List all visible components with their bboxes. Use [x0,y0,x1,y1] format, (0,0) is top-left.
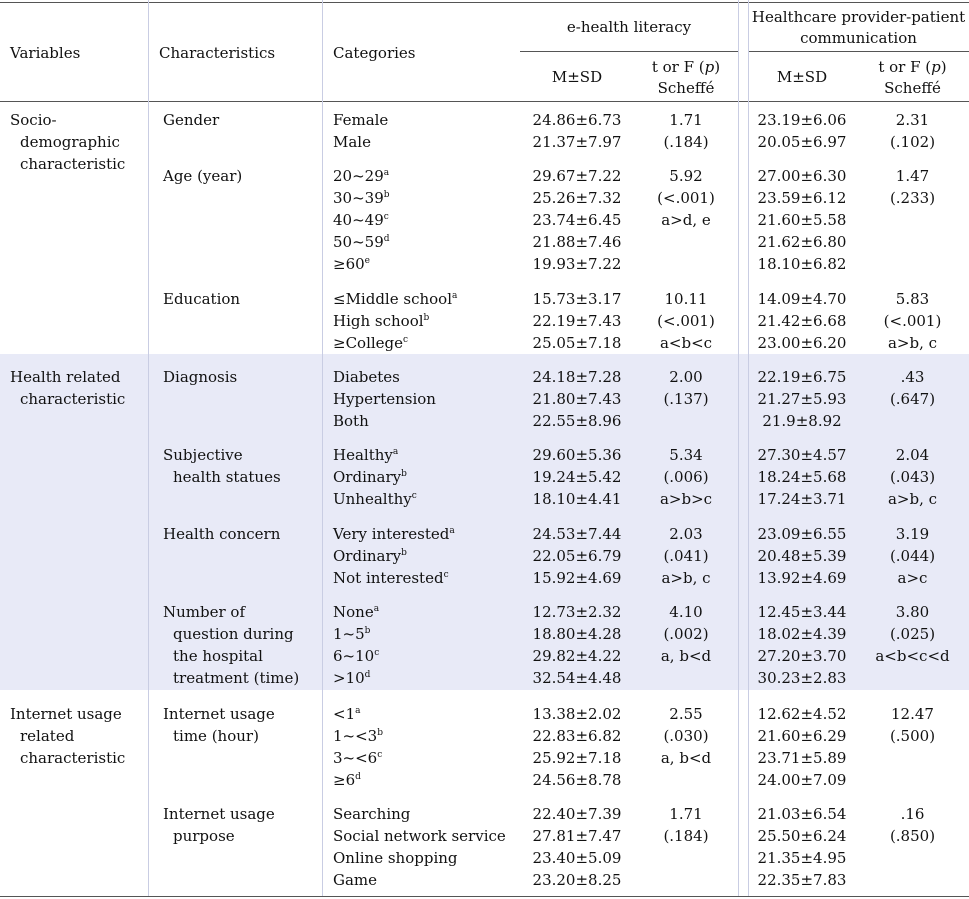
ehealth-msd-cell: 29.82±4.22 [532,647,622,665]
hpc-msd-cell: 14.09±4.70 [757,290,847,308]
characteristic-label: Internet usage [163,705,275,723]
hpc-stat-cell: (.850) [889,827,936,845]
category-label: 20~29$^a$ [333,167,390,185]
ehealth-msd-cell: 24.53±7.44 [532,525,622,543]
hpc-msd-cell: 21.60±5.58 [757,211,847,229]
variable-label: Internet usage [10,705,122,723]
characteristic-label: question during [173,625,294,643]
hpc-msd-cell: 21.03±6.54 [757,805,847,823]
ehealth-stat-cell: (.184) [663,827,709,845]
ehealth-msd-cell: 18.10±4.41 [532,490,622,508]
ehealth-msd-cell: 18.80±4.28 [532,625,622,643]
ehealth-msd-cell: 21.88±7.46 [532,233,622,251]
hpc-msd-cell: 23.59±6.12 [757,189,847,207]
hpc-msd-cell: 22.19±6.75 [757,368,847,386]
ehealth-stat-cell: 5.92 [669,167,703,185]
hpc-stat-cell: 2.04 [895,446,930,464]
category-label: 40~49$^c$ [333,211,389,229]
category-label: $<1^a$ [333,705,361,723]
category-label: Ordinary$^b$ [333,547,407,565]
characteristic-label: treatment (time) [173,669,300,687]
header-hpc-scheffe: Scheffé [884,79,941,97]
category-label: Ordinary$^b$ [333,468,407,486]
ehealth-msd-cell: 21.80±7.43 [532,390,622,408]
hpc-stat-cell: a>b, c [887,490,938,508]
hpc-msd-cell: 13.92±4.69 [757,569,847,587]
header-hpc-test: t or F (p) [878,58,947,76]
category-label: 50~59$^d$ [333,233,390,251]
characteristic-label: Education [163,290,241,308]
ehealth-msd-cell: 25.92±7.18 [532,749,622,767]
category-label: 1~5$^b$ [333,625,371,643]
hpc-stat-cell: 5.83 [895,290,930,308]
hpc-stat-cell: a<b<c<d [875,647,950,665]
ehealth-msd-cell: 32.54±4.48 [532,669,622,687]
category-label: $\ge 6^d$ [333,771,361,789]
variable-label: characteristic [20,390,126,408]
ehealth-stat-cell: (.041) [663,547,709,565]
hpc-stat-cell: 12.47 [891,705,934,723]
category-label: Game [333,871,378,889]
hpc-stat-cell: 2.31 [895,111,930,129]
hpc-stat-cell: (.500) [889,727,936,745]
ehealth-stat-cell: 1.71 [669,111,703,129]
hpc-msd-cell: 27.20±3.70 [757,647,847,665]
category-label: Searching [333,805,411,823]
ehealth-stat-cell: (.184) [663,133,709,151]
ehealth-msd-cell: 22.05±6.79 [532,547,622,565]
characteristic-label: time (hour) [173,727,259,745]
hpc-msd-cell: 21.42±6.68 [757,312,847,330]
category-label: ≥College$^c$ [333,334,409,352]
category-label: None$^a$ [333,603,380,621]
ehealth-msd-cell: 13.38±2.02 [532,705,622,723]
characteristic-label: purpose [173,827,235,845]
hpc-msd-cell: 18.02±4.39 [757,625,847,643]
hpc-stat-cell: (.044) [889,547,936,565]
category-label: Not interested$^c$ [333,569,449,587]
hpc-stat-cell: (<.001) [883,312,942,330]
category-label: 6~10$^c$ [333,647,380,665]
hpc-msd-cell: 27.30±4.57 [757,446,847,464]
hpc-stat-cell: 3.19 [895,525,930,543]
ehealth-msd-cell: 23.20±8.25 [532,871,622,889]
hpc-msd-cell: 20.48±5.39 [757,547,847,565]
category-label: Social network service [333,827,506,845]
header-hpc-line2: communication [800,29,917,47]
ehealth-msd-cell: 29.67±7.22 [532,167,622,185]
ehealth-stat-cell: (.002) [663,625,709,643]
hpc-msd-cell: 18.10±6.82 [757,255,847,273]
ehealth-stat-cell: a, b<d [660,647,712,665]
ehealth-stat-cell: (.030) [663,727,709,745]
category-label: ≤Middle school$^a$ [333,290,458,308]
hpc-msd-cell: 30.23±2.83 [757,669,847,687]
category-label: $1\sim<3^b$ [333,727,383,745]
hpc-stat-cell: a>b, c [887,334,938,352]
hpc-stat-cell: .16 [900,805,925,823]
hpc-header-rule [748,51,969,52]
header-categories: Categories [333,44,416,62]
header-bottom-rule [0,101,969,102]
ehealth-msd-cell: 19.24±5.42 [532,468,622,486]
hpc-msd-cell: 25.50±6.24 [757,827,847,845]
header-hpc-msd: M±SD [776,68,828,86]
ehealth-msd-cell: 21.37±7.97 [532,133,622,151]
hpc-msd-cell: 21.62±6.80 [757,233,847,251]
variable-label: Health related [10,368,121,386]
ehealth-msd-cell: 22.40±7.39 [532,805,622,823]
ehealth-stat-cell: a>b, c [661,569,711,587]
category-label: Unhealthy$^c$ [333,490,417,508]
category-label: $\ge 60^e$ [333,255,370,273]
header-characteristics: Characteristics [159,44,276,62]
ehealth-msd-cell: 23.40±5.09 [532,849,622,867]
ehealth-stat-cell: a, b<d [660,749,712,767]
hpc-msd-cell: 12.45±3.44 [757,603,847,621]
variable-label: characteristic [20,155,126,173]
hpc-msd-cell: 18.24±5.68 [757,468,847,486]
hpc-msd-cell: 21.35±4.95 [757,849,847,867]
header-hpc-line1: Healthcare provider-patient [751,8,966,26]
characteristic-label: health statues [173,468,281,486]
characteristic-label: Internet usage [163,805,275,823]
category-label: $3\sim<6^c$ [333,749,383,767]
ehealth-stat-cell: a<b<c [659,334,713,352]
category-label: Female [333,111,389,129]
ehealth-stat-cell: (<.001) [657,189,715,207]
ehealth-msd-cell: 27.81±7.47 [532,827,622,845]
hpc-msd-cell: 23.00±6.20 [757,334,847,352]
hpc-msd-cell: 23.71±5.89 [757,749,847,767]
category-label: Diabetes [333,368,400,386]
ehealth-msd-cell: 25.05±7.18 [532,334,622,352]
ehealth-stat-cell: 10.11 [664,290,708,308]
ehealth-stat-cell: a>b>c [659,490,713,508]
hpc-msd-cell: 12.62±4.52 [757,705,847,723]
hpc-msd-cell: 27.00±6.30 [757,167,847,185]
hpc-msd-cell: 21.27±5.93 [757,390,847,408]
hpc-stat-cell: .43 [900,368,925,386]
ehealth-stat-cell: a>d, e [661,211,711,229]
header-ehealth-test: t or F (p) [651,58,721,76]
category-label: Healthy$^a$ [333,446,399,464]
category-label: Male [333,133,371,151]
characteristic-label: Number of [163,603,246,621]
hpc-stat-cell: (.043) [889,468,936,486]
ehealth-stat-cell: (.006) [663,468,709,486]
category-label: Hypertension [333,390,436,408]
ehealth-msd-cell: 22.19±7.43 [532,312,622,330]
column-separator [738,0,739,896]
ehealth-stat-cell: 2.00 [669,368,703,386]
hpc-stat-cell: a>c [897,569,928,587]
hpc-msd-cell: 24.00±7.09 [757,771,847,789]
ehealth-msd-cell: 15.73±3.17 [532,290,622,308]
table-bottom-rule [0,896,969,897]
hpc-msd-cell: 23.09±6.55 [757,525,847,543]
ehealth-msd-cell: 24.56±8.78 [532,771,622,789]
hpc-stat-cell: (.647) [889,390,936,408]
header-variables: Variables [10,44,81,62]
category-label: Both [333,412,369,430]
ehealth-msd-cell: 15.92±4.69 [532,569,622,587]
ehealth-msd-cell: 12.73±2.32 [532,603,622,621]
hpc-msd-cell: 20.05±6.97 [757,133,847,151]
variable-label: characteristic [20,749,126,767]
ehealth-msd-cell: 24.18±7.28 [532,368,622,386]
ehealth-stat-cell: (<.001) [657,312,715,330]
hpc-msd-cell: 23.19±6.06 [757,111,847,129]
category-label: Online shopping [333,849,458,867]
characteristic-label: Health concern [163,525,281,543]
hpc-msd-cell: 21.60±6.29 [757,727,847,745]
variable-label: related [20,727,75,745]
ehealth-stat-cell: 2.55 [669,705,703,723]
hpc-stat-cell: 1.47 [895,167,930,185]
category-label: $>10^d$ [333,669,371,687]
hpc-stat-cell: (.102) [889,133,936,151]
variable-label: demographic [20,133,120,151]
ehealth-stat-cell: 4.10 [669,603,703,621]
characteristic-label: Diagnosis [163,368,238,386]
variable-label: Socio- [10,111,57,129]
ehealth-stat-cell: 1.71 [669,805,703,823]
category-label: 30~39$^b$ [333,189,390,207]
category-label: Very interested$^a$ [333,525,455,543]
ehealth-stat-cell: 5.34 [669,446,703,464]
ehealth-header-rule [520,51,738,52]
characteristic-label: the hospital [173,647,263,665]
characteristic-label: Age (year) [163,167,243,185]
header-ehealth-literacy: e-health literacy [566,18,692,36]
header-ehealth-msd: M±SD [551,68,603,86]
ehealth-msd-cell: 22.55±8.96 [532,412,622,430]
ehealth-msd-cell: 19.93±7.22 [532,255,622,273]
ehealth-msd-cell: 23.74±6.45 [532,211,622,229]
ehealth-stat-cell: 2.03 [669,525,703,543]
hpc-stat-cell: 3.80 [895,603,930,621]
hpc-stat-cell: (.233) [889,189,936,207]
hpc-msd-cell: 17.24±3.71 [757,490,847,508]
characteristic-label: Subjective [163,446,243,464]
hpc-msd-cell: 22.35±7.83 [757,871,847,889]
header-ehealth-scheffe: Scheffé [657,79,715,97]
ehealth-msd-cell: 25.26±7.32 [532,189,622,207]
category-label: High school$^b$ [333,312,430,330]
ehealth-msd-cell: 29.60±5.36 [532,446,622,464]
hpc-msd-cell: 21.9±8.92 [762,412,842,430]
characteristic-label: Gender [163,111,220,129]
ehealth-msd-cell: 24.86±6.73 [532,111,622,129]
top-rule [0,2,969,3]
ehealth-msd-cell: 22.83±6.82 [532,727,622,745]
hpc-stat-cell: (.025) [889,625,936,643]
ehealth-stat-cell: (.137) [663,390,709,408]
